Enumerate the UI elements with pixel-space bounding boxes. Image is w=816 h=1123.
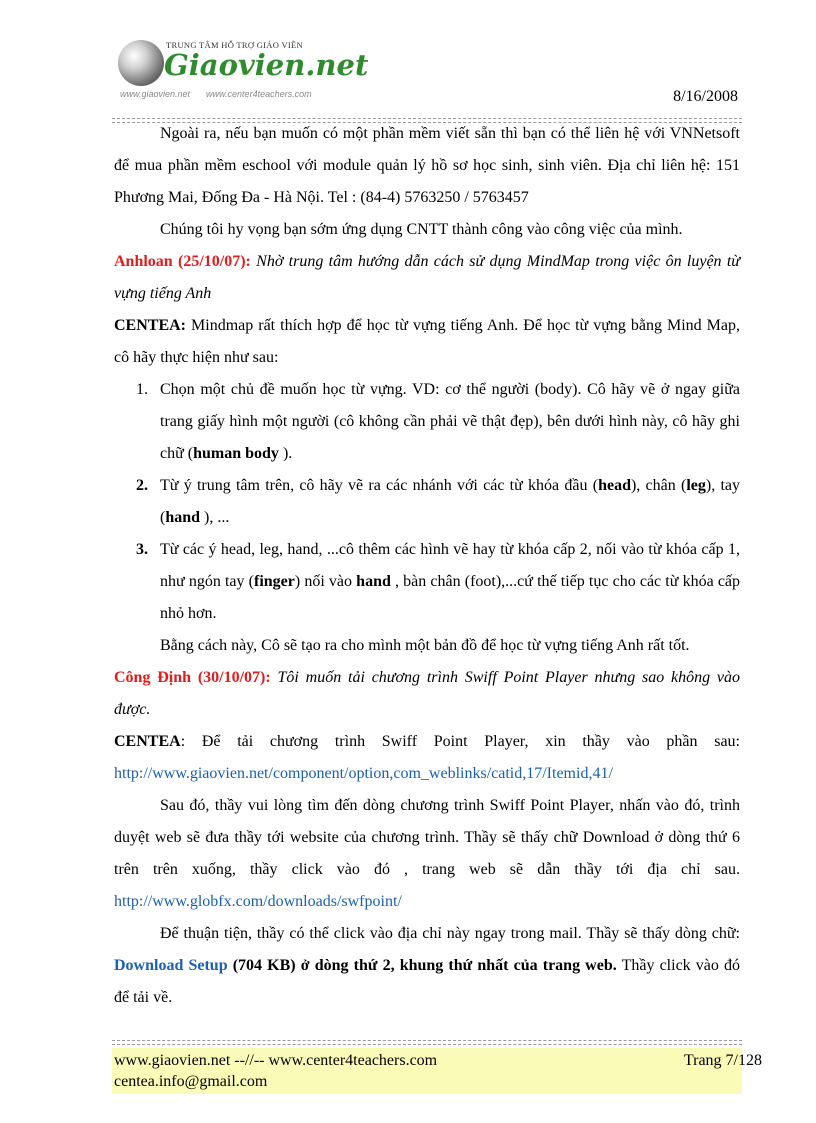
answer-label: CENTEA xyxy=(114,733,181,750)
list-number: 1. xyxy=(136,381,148,398)
list-number: 3. xyxy=(136,541,148,558)
paragraph: Bằng cách này, Cô sẽ tạo ra cho mình một bản đồ để học từ vựng tiếng Anh rất tốt. xyxy=(160,637,690,654)
logo-urls xyxy=(120,89,328,99)
paragraph: Sau đó, thầy vui lòng tìm đến dòng chương trình Swiff Point Player, nhấn vào đó, trình duyệt web sẽ đưa thầy tới website của chương trình. Thầy sẽ thấy chữ Download ở dòng thứ 6 trên trên xuống, thầy click vào đó , trang web sẽ dẫn thầy tới địa chỉ sau. http://www.globfx.com/downloads/swfpoint/ xyxy=(114,797,740,910)
globfx-download-link[interactable]: http://www.globfx.com/downloads/swfpoint/ xyxy=(114,893,402,910)
question-asker: Công Định (30/10/07): xyxy=(114,669,271,686)
giaovien-logo[interactable] xyxy=(112,34,369,104)
page-header xyxy=(112,34,742,114)
question-1 xyxy=(114,246,740,310)
question-2 xyxy=(114,662,740,726)
list-number: 2. xyxy=(136,477,148,494)
steps-list xyxy=(114,374,740,630)
list-item: 2. Từ ý trung tâm trên, cô hãy vẽ ra các nhánh với các từ khóa đầu (head), chân (leg), tay (hand ), ... xyxy=(114,470,740,534)
footer-email: centea.info@gmail.com xyxy=(114,1073,268,1090)
answer-text: : Để tải chương trình Swiff Point Player, xin thầy vào phần sau: xyxy=(180,733,740,750)
answer-text: Mindmap rất thích hợp để học từ vựng tiếng Anh. Để học từ vựng bằng Mind Map, cô hãy thực hiện như sau: xyxy=(114,317,741,366)
question-text: Tôi muốn tải chương trình Swiff Point Player nhưng sao không vào được. xyxy=(114,669,741,718)
globe-icon xyxy=(118,40,164,86)
answer-label: CENTEA: xyxy=(114,317,187,334)
paragraph: Ngoài ra, nếu bạn muốn có một phần mềm viết sẵn thì bạn có thể liên hệ với VNNetsoft để mua phần mềm eschool với module quản lý hồ sơ học sinh, sinh viên. Địa chỉ liên hệ: 151 Phương Mai, Đống Đa - Hà Nội. Tel : (84-4) 5763250 / 5763457 xyxy=(114,125,740,206)
page-number: Trang 7/128 xyxy=(683,1052,762,1069)
logo-url-center4teachers: www.center4teachers.com xyxy=(206,89,312,99)
header-date: 8/16/2008 xyxy=(673,88,738,105)
paragraph: Chúng tôi hy vọng bạn sớm ứng dụng CNTT thành công vào công việc của mình. xyxy=(160,221,683,238)
logo-tagline: TRUNG TÂM HỖ TRỢ GIÁO VIÊN xyxy=(166,40,303,50)
answer-2 xyxy=(114,726,740,790)
answer-1 xyxy=(114,310,740,374)
logo-url-giaovien: www.giaovien.net xyxy=(120,89,191,99)
download-setup-text: Download Setup xyxy=(114,957,228,974)
footer-sites: www.giaovien.net --//-- www.center4teachers.com xyxy=(114,1052,438,1069)
logo-brand: Giaovien.net xyxy=(164,48,369,82)
question-asker: Anhloan (25/10/07): xyxy=(114,253,251,270)
list-item: 3. Từ các ý head, leg, hand, ...cô thêm các hình vẽ hay từ khóa cấp 2, nối vào từ khóa cấp 1, như ngón tay (finger) nối vào hand , bàn chân (foot),...cứ thế tiếp tục cho các từ khóa cấp nhỏ hơn. xyxy=(114,534,740,630)
list-item: 1. Chọn một chủ đề muốn học từ vựng. VD: cơ thể người (body). Cô hãy vẽ ở ngay giữa trang giấy hình một người (cô không cần phải vẽ thật đẹp), bên dưới hình này, cô hãy ghi chữ (human body ). xyxy=(114,374,740,470)
swiff-point-link[interactable]: http://www.giaovien.net/component/option,com_weblinks/catid,17/Itemid,41/ xyxy=(114,765,613,782)
paragraph: Để thuận tiện, thầy có thể click vào địa chỉ này ngay trong mail. Thầy sẽ thấy dòng chữ: Download Setup (704 KB) ở dòng thứ 2, khung thứ nhất của trang web. Thầy click vào đó để tải về. xyxy=(114,925,741,1006)
page-footer xyxy=(112,1048,762,1094)
footer-divider xyxy=(112,1040,742,1045)
question-text: Nhờ trung tâm hướng dẫn cách sử dụng MindMap trong việc ôn luyện từ vựng tiếng Anh xyxy=(114,253,741,302)
document-body xyxy=(114,118,740,1014)
